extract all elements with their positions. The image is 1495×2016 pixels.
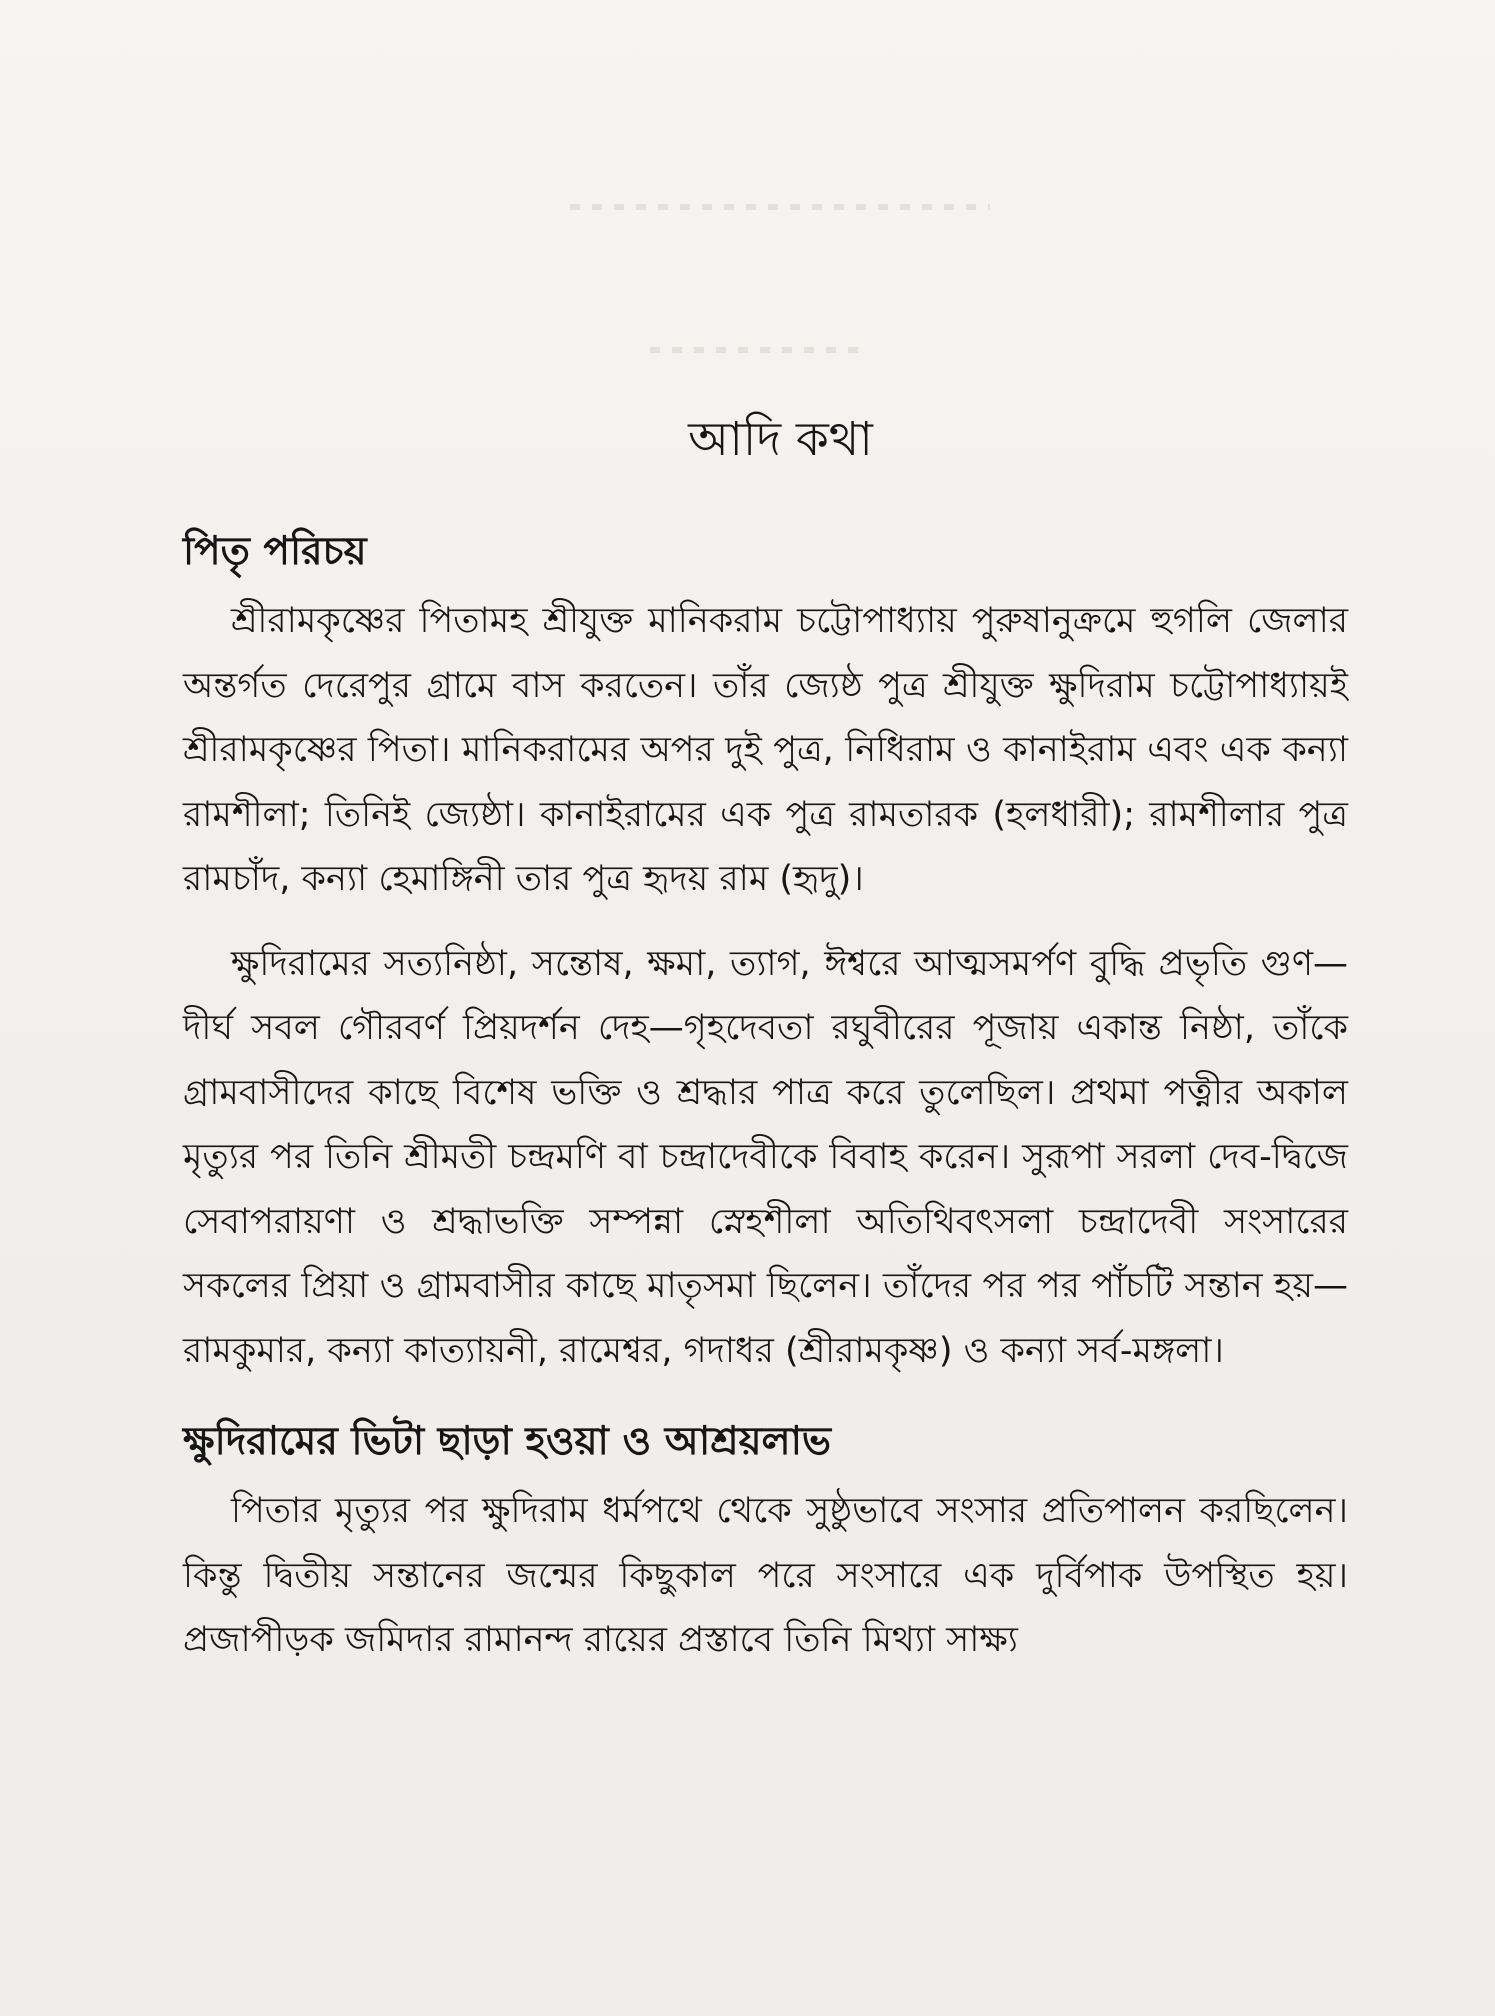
paragraph: শ্রীরামকৃষ্ণের পিতামহ শ্রীযুক্ত মানিকরাম চট্টোপাধ্যায় পুরুষানুক্রমে হুগলি জেলার অন্তর্গত দেরেপুর গ্রামে বাস করতেন। তাঁর জ্যেষ্ঠ পুত্র শ্রীযুক্ত ক্ষুদিরাম চট্টোপাধ্যায়ই শ্রীরামকৃষ্ণের পিতা। মানিকরামের অপর দুই পুত্র, নিধিরাম ও কানাইরাম এবং এক কন্যা রামশীলা; তিনিই জ্যেষ্ঠা। কানাইরামের এক পুত্র রামতারক (হলধারী); রামশীলার পুত্র রামচাঁদ, কন্যা হেমাঙ্গিনী তার পুত্র হৃদয় রাম (হৃদু)। (183, 601, 1348, 899)
paragraph: পিতার মৃত্যুর পর ক্ষুদিরাম ধর্মপথে থেকে সুষ্ঠুভাবে সংসার প্রতিপালন করছিলেন। কিন্তু দ্বিতীয় সন্তানের জন্মের কিছুকাল পরে সংসারে এক দুর্বিপাক উপস্থিত হয়। প্রজাপীড়ক জমিদার রামানন্দ রায়ের প্রস্তাবে তিনি মিথ্যা সাক্ষ্য (183, 1491, 1348, 1660)
paragraph: ক্ষুদিরামের সত্যনিষ্ঠা, সন্তোষ, ক্ষমা, ত্যাগ, ঈশ্বরে আত্মসমর্পণ বুদ্ধি প্রভৃতি গুণ—দীর্ঘ সবল গৌরবর্ণ প্রিয়দর্শন দেহ—গৃহদেবতা রঘুবীরের পূজায় একান্ত নিষ্ঠা, তাঁকে গ্রামবাসীদের কাছে বিশেষ ভক্তি ও শ্রদ্ধার পাত্র করে তুলেছিল। প্রথমা পত্নীর অকাল মৃত্যুর পর তিনি শ্রীমতী চন্দ্রমণি বা চন্দ্রাদেবীকে বিবাহ করেন। সুরূপা সরলা দেব-দ্বিজে সেবাপরায়ণা ও শ্রদ্ধাভক্তি সম্পন্না স্নেহশীলা অতিথিবৎসলা চন্দ্রাদেবী সংসারের সকলের প্রিয়া ও গ্রামবাসীর কাছে মাতৃসমা ছিলেন। তাঁদের পর পর পাঁচটি সন্তান হয়—রামকুমার, কন্যা কাত্যায়নী, রামেশ্বর, গদাধর (শ্রীরামকৃষ্ণ) ও কন্যা সর্ব-মঙ্গলা। (183, 943, 1348, 1371)
section-heading-leaving-home: ক্ষুদিরামের ভিটা ছাড়া হওয়া ও আশ্রয়লাভ (183, 1419, 831, 1464)
section-heading-father-intro: পিতৃ পরিচয় (183, 529, 367, 574)
page-content (183, 405, 1348, 1673)
bleed-through-mark (570, 204, 990, 210)
bleed-through-mark (650, 347, 870, 353)
page-title: আদি কথা (688, 412, 873, 467)
